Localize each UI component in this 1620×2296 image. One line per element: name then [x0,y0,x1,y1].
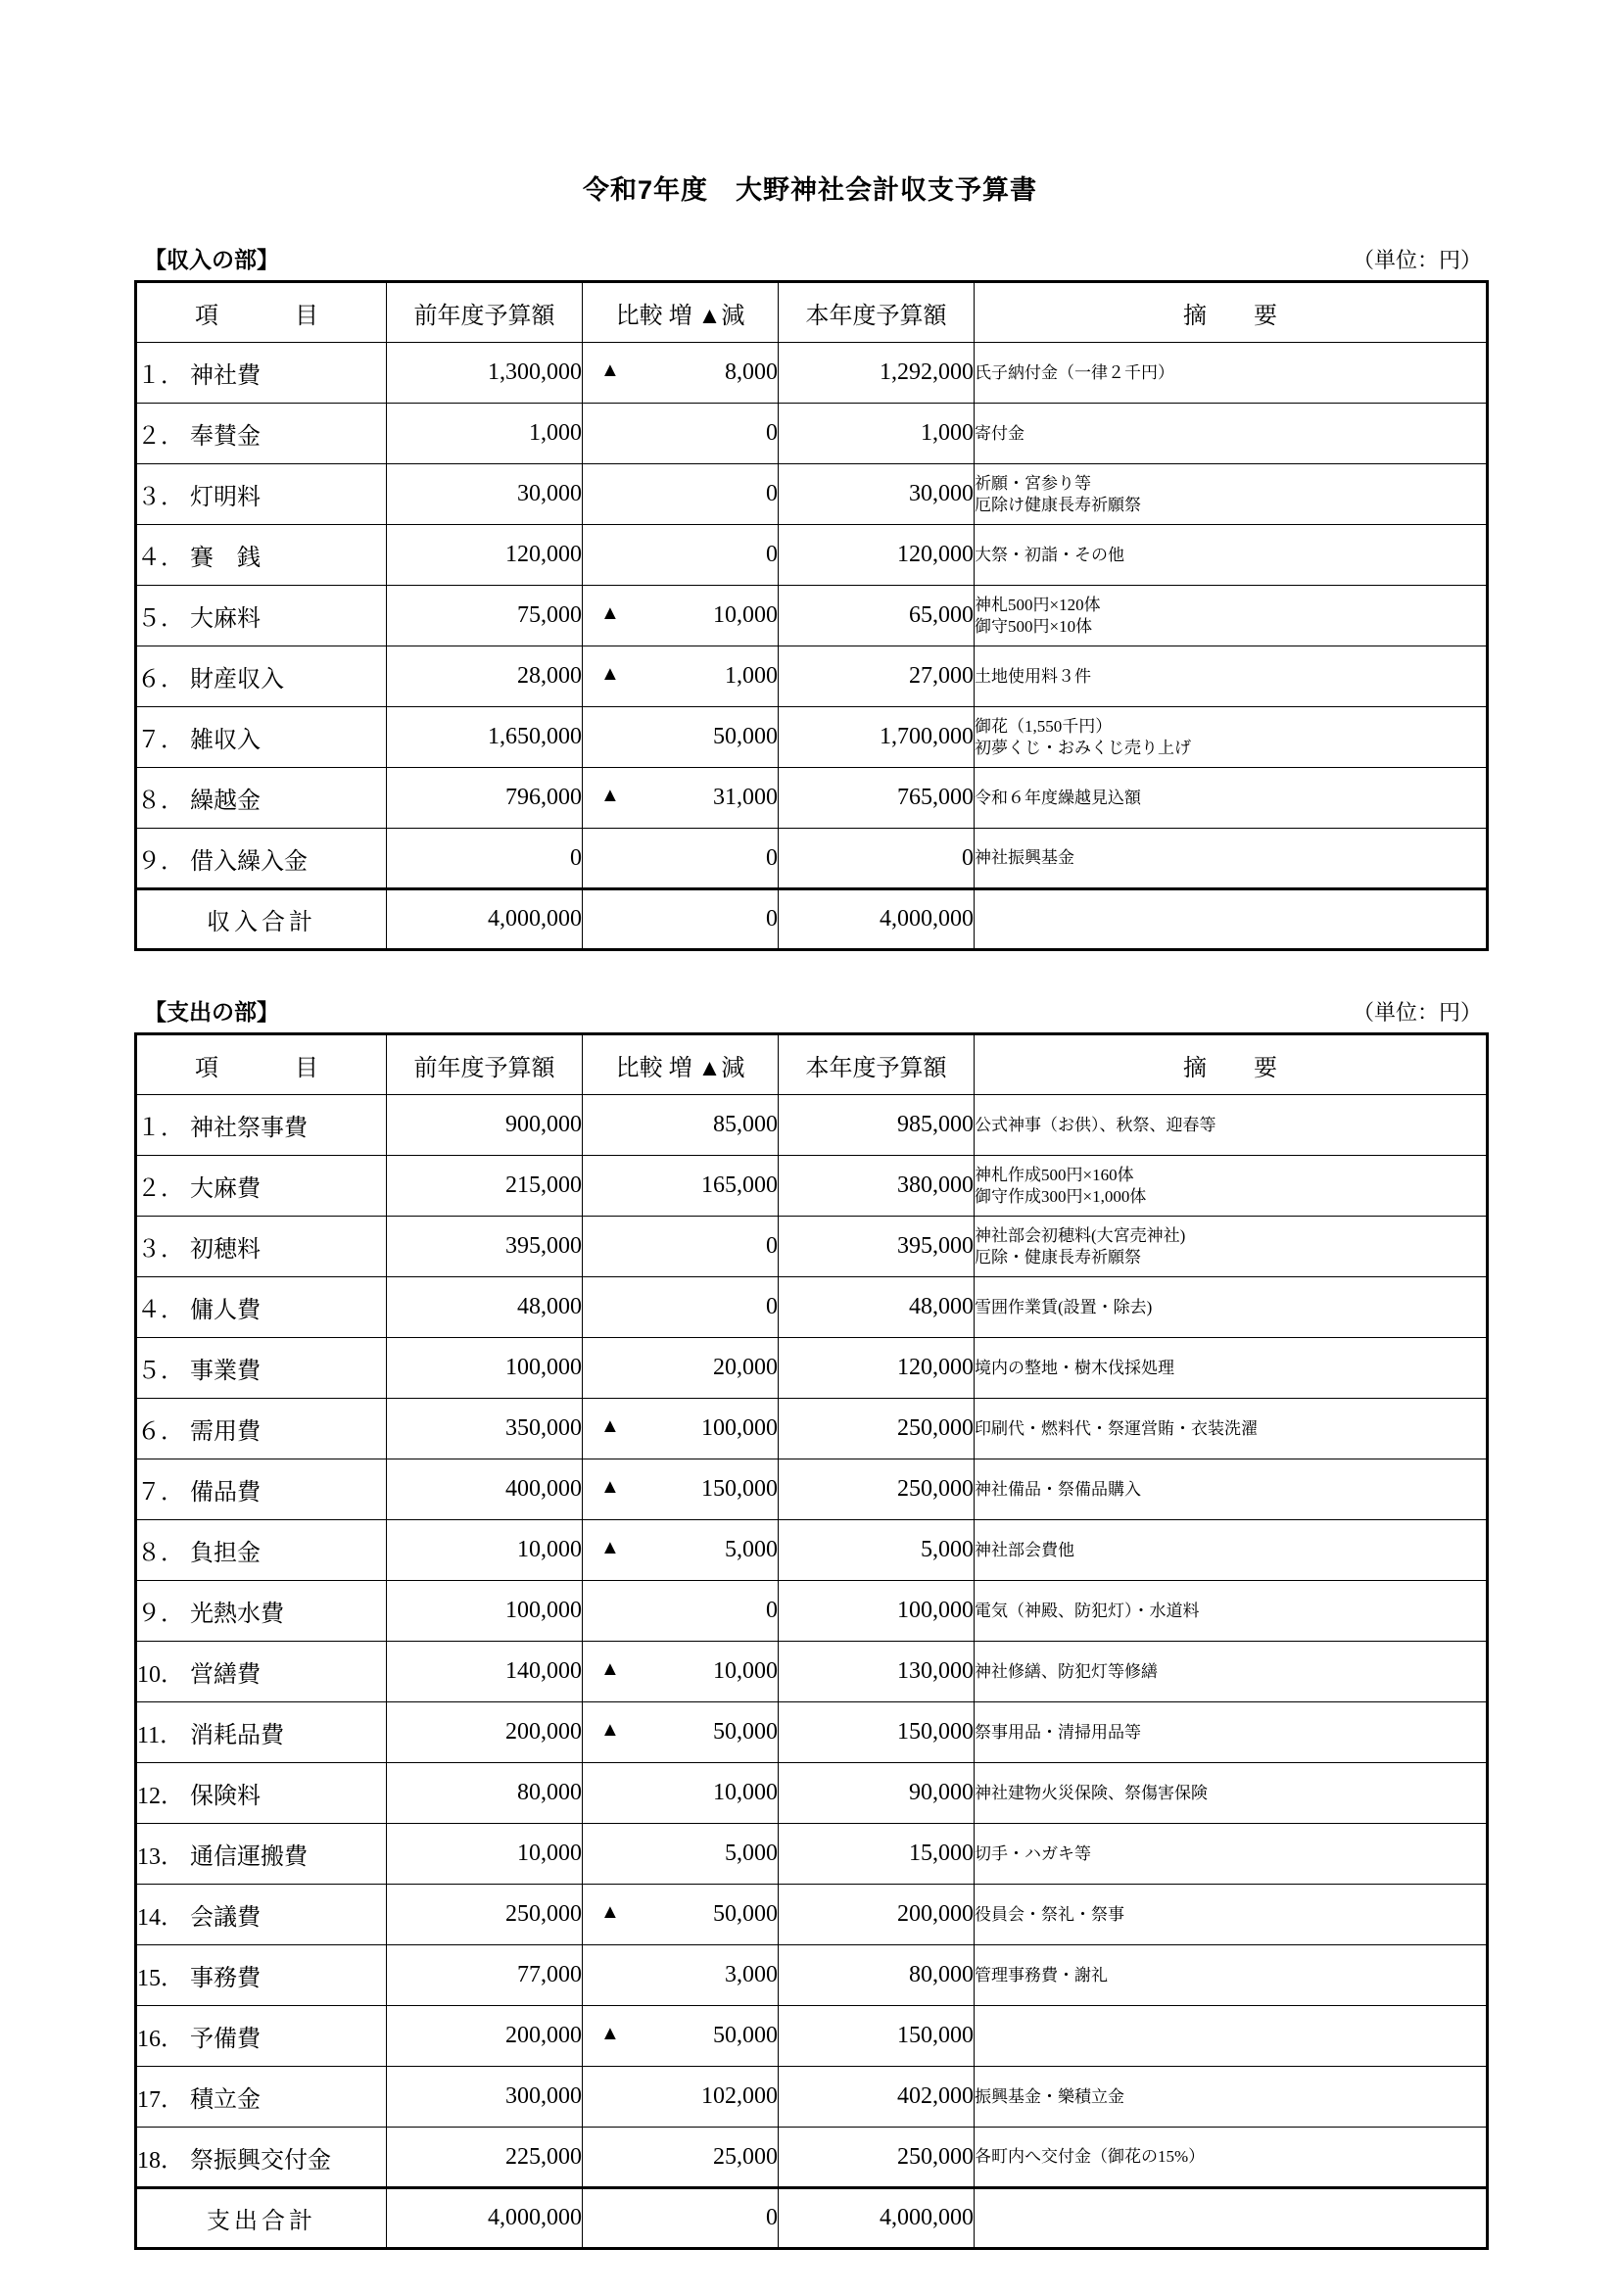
row-diff: ▲ 100,000 [583,1399,779,1459]
section-separator [0,951,1620,994]
header-note: 摘 要 [975,282,1488,343]
table-row [136,2006,1488,2067]
row-item: ６． 財産収入 [136,646,387,707]
total-cur: 4,000,000 [779,889,975,950]
table-row [136,1277,1488,1338]
row-item: 14． 会議費 [136,1885,387,1945]
total-prev: 4,000,000 [387,2188,583,2249]
total-label: 支出合計 [136,2188,387,2249]
row-note: 土地使用料３件 [975,646,1488,707]
row-cur: 15,000 [779,1824,975,1885]
total-diff: 0 [583,889,779,950]
row-diff: 102,000 [583,2067,779,2128]
table-header-row [136,282,1488,343]
table-row [136,829,1488,889]
row-diff: 20,000 [583,1338,779,1399]
row-cur: 120,000 [779,1338,975,1399]
row-cur: 1,000 [779,404,975,464]
table-row [136,1581,1488,1642]
row-cur: 0 [779,829,975,889]
table-row [136,1459,1488,1520]
row-diff: ▲ 150,000 [583,1459,779,1520]
row-prev: 100,000 [387,1338,583,1399]
table-row [136,525,1488,586]
row-cur: 985,000 [779,1095,975,1156]
row-note: 神社備品・祭備品購入 [975,1459,1488,1520]
expense-section [134,994,1486,2250]
header-note: 摘 要 [975,1034,1488,1095]
row-cur: 395,000 [779,1217,975,1277]
table-row [136,1885,1488,1945]
row-diff: 3,000 [583,1945,779,2006]
row-note: 切手・ハガキ等 [975,1824,1488,1885]
row-item: 16． 予備費 [136,2006,387,2067]
row-diff: 0 [583,829,779,889]
row-diff: ▲ 1,000 [583,646,779,707]
table-row [136,586,1488,646]
row-item: 17． 積立金 [136,2067,387,2128]
row-item: ３． 初穂料 [136,1217,387,1277]
row-cur: 65,000 [779,586,975,646]
row-diff: 25,000 [583,2128,779,2188]
row-diff: 0 [583,1217,779,1277]
row-cur: 380,000 [779,1156,975,1217]
header-diff: 比較 増 ▲減 [583,282,779,343]
row-note: 雪囲作業賃(設置・除去) [975,1277,1488,1338]
row-cur: 150,000 [779,1702,975,1763]
table-row [136,1095,1488,1156]
row-cur: 48,000 [779,1277,975,1338]
row-prev: 120,000 [387,525,583,586]
row-prev: 796,000 [387,768,583,829]
table-row [136,1642,1488,1702]
row-prev: 225,000 [387,2128,583,2188]
table-row [136,1520,1488,1581]
row-note: 神社修繕、防犯灯等修繕 [975,1642,1488,1702]
row-item: 11． 消耗品費 [136,1702,387,1763]
table-row [136,1702,1488,1763]
table-row [136,768,1488,829]
row-cur: 27,000 [779,646,975,707]
row-cur: 250,000 [779,1399,975,1459]
row-diff: 0 [583,464,779,525]
row-note: 神社部会費他 [975,1520,1488,1581]
row-note: 神社振興基金 [975,829,1488,889]
table-row [136,404,1488,464]
row-diff: ▲ 5,000 [583,1520,779,1581]
row-item: ２． 奉賛金 [136,404,387,464]
total-note [975,889,1488,950]
row-prev: 200,000 [387,1702,583,1763]
row-note: 神札作成500円×160体 御守作成300円×1,000体 [975,1156,1488,1217]
row-prev: 1,000 [387,404,583,464]
row-item: ５． 大麻料 [136,586,387,646]
page-title: 令和7年度 大野神社会計収支予算書 [582,175,1037,205]
row-note: 振興基金・樂積立金 [975,2067,1488,2128]
row-note: 公式神事（お供）、秋祭、迎春等 [975,1095,1488,1156]
row-item: ２． 大麻費 [136,1156,387,1217]
expense-table [134,1032,1489,2250]
row-item: ９． 光熱水費 [136,1581,387,1642]
row-prev: 100,000 [387,1581,583,1642]
row-prev: 10,000 [387,1824,583,1885]
row-item: ７． 備品費 [136,1459,387,1520]
row-prev: 140,000 [387,1642,583,1702]
row-cur: 80,000 [779,1945,975,2006]
income-section [134,242,1486,951]
row-diff: ▲ 8,000 [583,343,779,404]
row-note: 寄付金 [975,404,1488,464]
row-prev: 0 [387,829,583,889]
row-diff: ▲ 10,000 [583,586,779,646]
row-note: 祭事用品・清掃用品等 [975,1702,1488,1763]
row-item: ８． 繰越金 [136,768,387,829]
table-row [136,646,1488,707]
table-row [136,343,1488,404]
total-cur: 4,000,000 [779,2188,975,2249]
row-cur: 1,292,000 [779,343,975,404]
expense-section-label: 【支出の部】 [144,999,279,1025]
row-diff: 5,000 [583,1824,779,1885]
table-row [136,1763,1488,1824]
row-prev: 215,000 [387,1156,583,1217]
header-current-year: 本年度予算額 [779,282,975,343]
row-item: １． 神社費 [136,343,387,404]
row-cur: 150,000 [779,2006,975,2067]
row-item: ６． 需用費 [136,1399,387,1459]
row-item: ７． 雑収入 [136,707,387,768]
row-item: 10． 営繕費 [136,1642,387,1702]
row-prev: 250,000 [387,1885,583,1945]
row-prev: 10,000 [387,1520,583,1581]
row-note: 管理事務費・謝礼 [975,1945,1488,2006]
row-cur: 200,000 [779,1885,975,1945]
total-note [975,2188,1488,2249]
row-cur: 130,000 [779,1642,975,1702]
row-diff: 85,000 [583,1095,779,1156]
expense-total-row [136,2188,1488,2249]
row-prev: 350,000 [387,1399,583,1459]
header-item: 項 目 [136,282,387,343]
table-row [136,2128,1488,2188]
header-diff: 比較 増 ▲減 [583,1034,779,1095]
table-header-row [136,1034,1488,1095]
row-prev: 400,000 [387,1459,583,1520]
row-item: ４． 傭人費 [136,1277,387,1338]
row-cur: 5,000 [779,1520,975,1581]
row-cur: 765,000 [779,768,975,829]
row-diff: 10,000 [583,1763,779,1824]
row-diff: 0 [583,1277,779,1338]
total-diff: 0 [583,2188,779,2249]
row-note: 印刷代・燃料代・祭運営賄・衣装洗濯 [975,1399,1488,1459]
row-cur: 30,000 [779,464,975,525]
row-item: ９． 借入繰入金 [136,829,387,889]
income-total-row [136,889,1488,950]
row-prev: 28,000 [387,646,583,707]
row-item: ８． 負担金 [136,1520,387,1581]
row-diff: 0 [583,1581,779,1642]
row-prev: 77,000 [387,1945,583,2006]
row-diff: ▲ 50,000 [583,2006,779,2067]
row-prev: 900,000 [387,1095,583,1156]
row-note: 各町内へ交付金（御花の15%） [975,2128,1488,2188]
row-prev: 200,000 [387,2006,583,2067]
expense-section-header [134,994,1486,1032]
expense-unit-label: （単位：円） [1352,1000,1482,1025]
row-item: ５． 事業費 [136,1338,387,1399]
table-row [136,1338,1488,1399]
row-note: 役員会・祭礼・祭事 [975,1885,1488,1945]
row-diff: ▲ 31,000 [583,768,779,829]
total-prev: 4,000,000 [387,889,583,950]
table-row [136,707,1488,768]
row-prev: 48,000 [387,1277,583,1338]
row-cur: 402,000 [779,2067,975,2128]
row-diff: ▲ 50,000 [583,1702,779,1763]
row-note: 祈願・宮参り等 厄除け健康長寿祈願祭 [975,464,1488,525]
income-section-header [134,242,1486,280]
row-cur: 100,000 [779,1581,975,1642]
row-diff: ▲ 10,000 [583,1642,779,1702]
row-item: 12． 保険料 [136,1763,387,1824]
row-item: ４． 賽 銭 [136,525,387,586]
row-note: 電気（神殿、防犯灯）・水道料 [975,1581,1488,1642]
row-cur: 90,000 [779,1763,975,1824]
table-row [136,2067,1488,2128]
row-diff: 0 [583,404,779,464]
row-note: 氏子納付金（一律２千円） [975,343,1488,404]
header-current-year: 本年度予算額 [779,1034,975,1095]
header-prev-year: 前年度予算額 [387,1034,583,1095]
row-note: 神社建物火災保険、祭傷害保険 [975,1763,1488,1824]
row-prev: 30,000 [387,464,583,525]
table-row [136,1824,1488,1885]
table-row [136,1217,1488,1277]
header-prev-year: 前年度予算額 [387,282,583,343]
row-diff: ▲ 50,000 [583,1885,779,1945]
row-prev: 80,000 [387,1763,583,1824]
row-note: 令和６年度繰越見込額 [975,768,1488,829]
row-note: 大祭・初詣・その他 [975,525,1488,586]
row-cur: 120,000 [779,525,975,586]
row-item: 18． 祭振興交付金 [136,2128,387,2188]
income-unit-label: （単位：円） [1352,248,1482,272]
row-note: 御花（1,550千円） 初夢くじ・おみくじ売り上げ [975,707,1488,768]
row-diff: 165,000 [583,1156,779,1217]
table-row [136,1399,1488,1459]
income-table [134,280,1489,951]
row-prev: 300,000 [387,2067,583,2128]
row-diff: 0 [583,525,779,586]
table-row [136,1156,1488,1217]
row-prev: 75,000 [387,586,583,646]
row-diff: 50,000 [583,707,779,768]
row-item: ３． 灯明料 [136,464,387,525]
income-section-label: 【収入の部】 [144,247,279,272]
total-label: 収入合計 [136,889,387,950]
row-note: 境内の整地・樹木伐採処理 [975,1338,1488,1399]
row-prev: 1,300,000 [387,343,583,404]
row-cur: 1,700,000 [779,707,975,768]
row-note: 神社部会初穂料(大宮売神社) 厄除・健康長寿祈願祭 [975,1217,1488,1277]
row-prev: 395,000 [387,1217,583,1277]
row-item: 13． 通信運搬費 [136,1824,387,1885]
row-item: １． 神社祭事費 [136,1095,387,1156]
header-item: 項 目 [136,1034,387,1095]
row-note [975,2006,1488,2067]
row-cur: 250,000 [779,1459,975,1520]
table-row [136,1945,1488,2006]
table-row [136,464,1488,525]
row-item: 15． 事務費 [136,1945,387,2006]
row-prev: 1,650,000 [387,707,583,768]
row-note: 神札500円×120体 御守500円×10体 [975,586,1488,646]
row-cur: 250,000 [779,2128,975,2188]
